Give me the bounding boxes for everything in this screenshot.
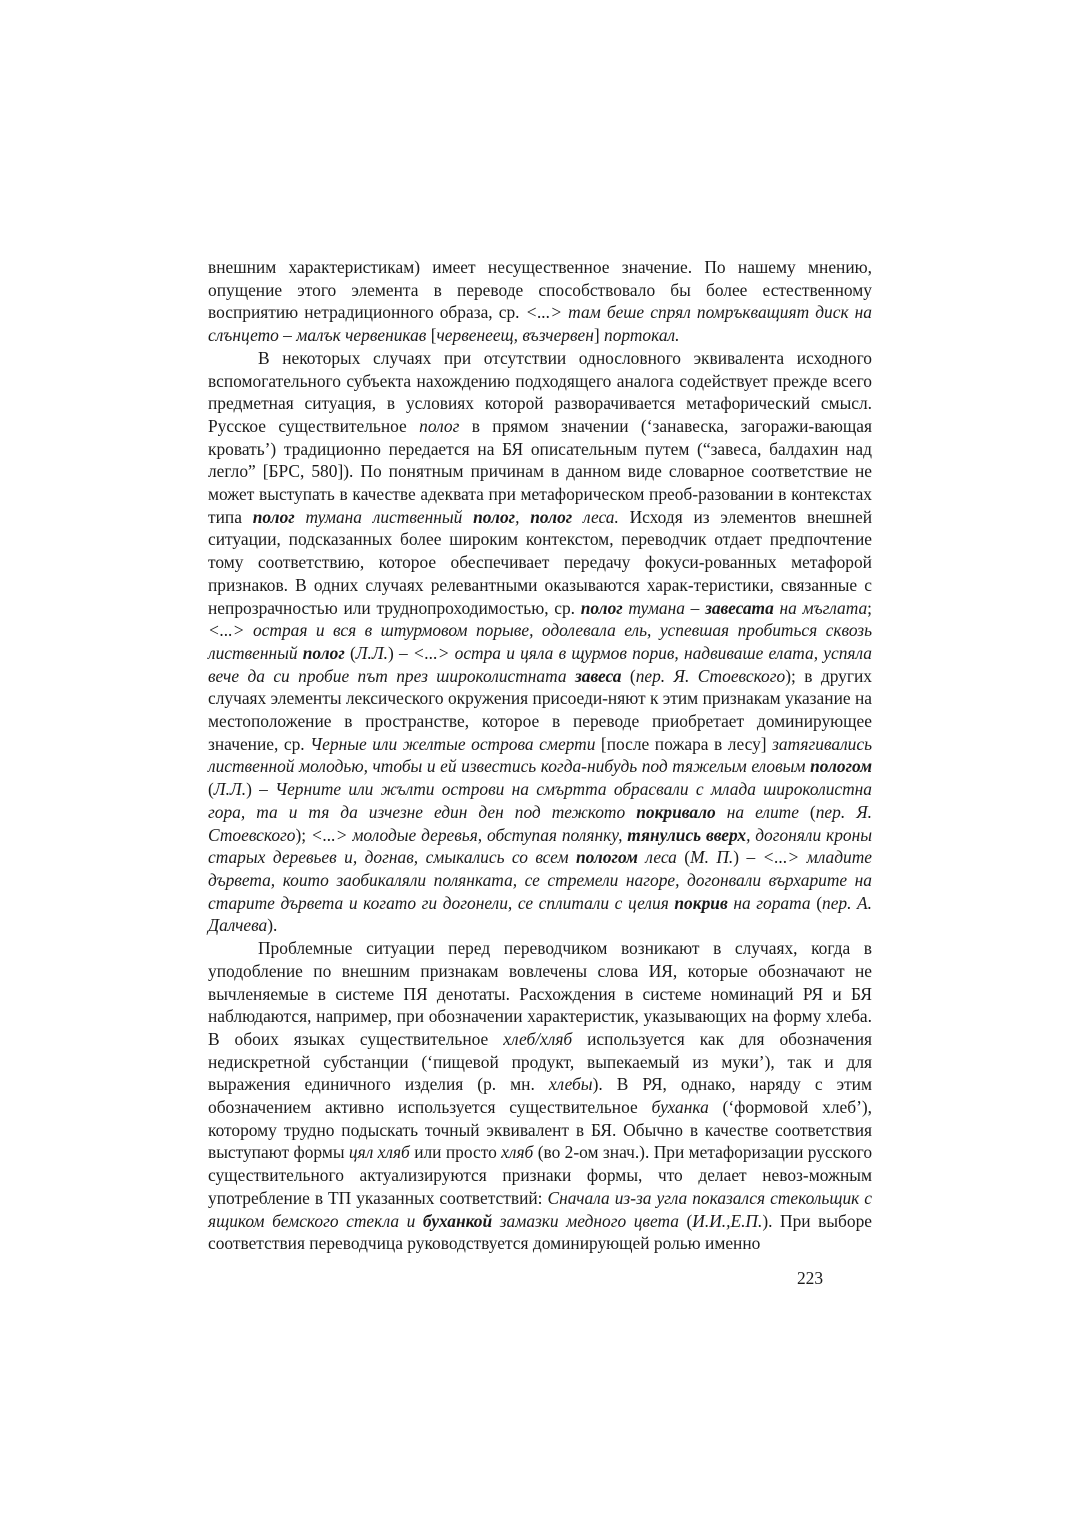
italic-text: пер. А. Далчева <box>208 892 873 936</box>
bold-italic-term: покривало <box>636 801 716 822</box>
text-run: ( <box>798 801 816 822</box>
text-run: (‘формовой хлеб’), которому трудно подыскать точный эквивалент в БЯ. Обычно в качестве соответствия выступают формы <box>208 1097 873 1163</box>
italic-text: затягивались лиственной молодью, чтобы и ей известись когда-нибудь под тяжелым еловым <box>208 733 872 777</box>
italic-text: Черные или желтые острова смерти <box>310 733 596 754</box>
italic-text: Л.Л. <box>355 642 389 663</box>
italic-text: , <box>515 506 531 527</box>
italic-text: цял хляб <box>348 1142 410 1163</box>
text-run: ( <box>344 642 356 663</box>
italic-text: полог <box>419 415 460 436</box>
bold-italic-term: покрив <box>674 892 728 913</box>
italic-text: буханка <box>651 1097 709 1118</box>
italic-text: на елите <box>715 801 799 822</box>
text-run: ) – <box>246 779 276 800</box>
italic-text: замазки медного цвета <box>492 1210 679 1231</box>
text-run: ( <box>621 665 636 686</box>
text-run: ). <box>267 915 278 936</box>
bold-italic-term: тянулись вверх <box>627 824 747 845</box>
bold-italic-term: полог <box>302 642 345 663</box>
paragraph <box>208 256 872 347</box>
paragraph <box>208 937 872 1255</box>
text-run: [ <box>430 325 437 346</box>
italic-text: хлебы <box>548 1074 593 1095</box>
text-run: ; <box>867 597 872 618</box>
bold-italic-term: пологом <box>576 847 638 868</box>
italic-text: Л.Л. <box>213 779 247 800</box>
text-run: [после пожара в лесу] <box>595 733 773 754</box>
bold-italic-term: полог <box>252 506 295 527</box>
italic-text: на гората <box>727 892 811 913</box>
italic-text: пер. Я. Стоевского <box>208 801 872 845</box>
document-page <box>208 256 872 1255</box>
italic-text: на мъглата <box>773 597 868 618</box>
text-run: Проблемные ситуации перед переводчиком возникают в случаях, когда в уподобление по внешним признакам вовлечены слова ИЯ, которые обозначают не вычленяемые в системе ПЯ денотаты. Расхождения в системе номинаций РЯ и БЯ наблюдаются, например, при обозначении характеристик, указывающих на форму хлеба. В обоих языках существительное <box>208 938 872 1049</box>
italic-text: И.И.,Е.П. <box>692 1210 763 1231</box>
italic-text: червенеещ, възчервен <box>436 325 594 346</box>
text-run: ) – <box>733 847 763 868</box>
text-run: в прямом значении (‘занавеска, загоражи-вающая кровать’) традиционно передается на БЯ описательным путем (“завеса, балдахин над легло” [БРС, 580]). По понятным причинам в данном виде словарное соответствие не может выступать в качестве адеквата при метафорическом преоб-разовании в контекстах типа <box>208 415 872 527</box>
text-run: ] <box>593 325 605 346</box>
bold-italic-term: завеса <box>575 665 622 686</box>
italic-text: М. П. <box>690 847 734 868</box>
italic-text: тумана – <box>622 597 706 618</box>
text-run: В некоторых случаях при отсутствии однословного эквивалента исходного вспомогательного субъекта нахождению подходящего аналога содействует прежде всего предметная ситуация, в условиях которой разворачивается метафорический смысл. Русское существительное <box>208 347 872 436</box>
italic-text: тумана лиственный <box>294 506 474 527</box>
document-body <box>208 256 872 1255</box>
italic-text: <...> там беше спрял помръкващият диск на слънцето – малък червеникав <box>208 302 872 346</box>
text-run: внешним характеристикам) имеет несущественное значение. По нашему мнению, опущение этого элемента в переводе способствовало бы более естественному восприятию нетрадиционного образа, ср. <box>208 257 872 323</box>
bold-italic-term: полог <box>530 506 573 527</box>
text-run: используется как для обозначения недискретной субстанции (‘пищевой продукт, выпекаемый из муки’), так и для выражения единичного изделия (р. мн. <box>208 1028 872 1095</box>
italic-text: леса <box>637 847 677 868</box>
italic-text: <...> младите дървета, които заобикаляли полянката, се стремели нагоре, догонвали върхарите на старите дървета и когато ги догонели, се сплитали с целия <box>208 847 872 913</box>
italic-text: портокал. <box>604 325 680 346</box>
italic-text: <...> остра и цяла в щурмов порив, надвиваше елата, успяла вече да си пробие път през широколистната <box>208 642 873 686</box>
text-run: ( <box>678 1210 693 1231</box>
italic-text: Черните или жълти острови на смъртта обрасвали с млада широколистна гора, та и тя да изчезне един ден под тежкото <box>208 779 872 822</box>
page-number: 223 <box>796 1268 824 1288</box>
text-run: ( <box>810 892 822 913</box>
bold-italic-term: буханкой <box>422 1210 493 1231</box>
italic-text: <...> молодые деревья, обступая полянку, <box>310 824 628 845</box>
italic-text: пер. Я. Стоевского <box>635 665 786 686</box>
bold-italic-term: полог <box>473 506 516 527</box>
text-run: Исходя из элементов внешней ситуации, подсказанных более широким контекстом, переводчик отдает предпочтение тому соответствию, которое обеспечивает передачу фокуси-рованных метафорой признаков. В одних случаях релевантными оказываются харак-теристики, связанные с непрозрачностью или труднопроходимостью, ср. <box>208 506 873 618</box>
text-run: (во 2-ом знач.). При метафоризации русского существительного актуализируются признаки формы, что делает невоз-можным употребление в ТП указанных соответствий: <box>208 1142 873 1208</box>
text-run: ); <box>295 824 311 845</box>
text-run: ). В РЯ, однако, наряду с этим обозначением активно используется существительное <box>208 1074 872 1118</box>
bold-italic-term: завесата <box>705 597 774 618</box>
italic-text: <...> острая и вся в штурмовом порыве, одолевала ель, успевшая пробиться сквозь лиственный <box>208 620 872 663</box>
text-run: ). При выборе соответствия переводчица руководствуется доминирующей ролью именно <box>208 1210 873 1254</box>
italic-text: леса. <box>572 506 619 527</box>
text-run: ); в других случаях элементы лексического окружения присоеди-няют к этим признакам указание на местоположение в пространстве, которое в переводе приобретает доминирующее значение, ср. <box>208 665 872 754</box>
italic-text: хлеб/хляб <box>503 1028 573 1049</box>
bold-italic-term: полог <box>580 597 623 618</box>
text-run: ) – <box>388 642 413 663</box>
paragraph <box>208 347 872 937</box>
text-run: или просто <box>409 1142 502 1163</box>
italic-text: , догоняли кроны старых деревьев и, догнав, смыкались со всем <box>208 824 872 868</box>
bold-italic-term: пологом <box>810 756 872 777</box>
text-run: ( <box>208 779 214 800</box>
italic-text: хляб <box>501 1142 534 1163</box>
italic-text: Сначала из-за угла показался стекольщик с ящиком бемского стекла и <box>208 1187 873 1231</box>
text-run: ( <box>676 847 691 868</box>
